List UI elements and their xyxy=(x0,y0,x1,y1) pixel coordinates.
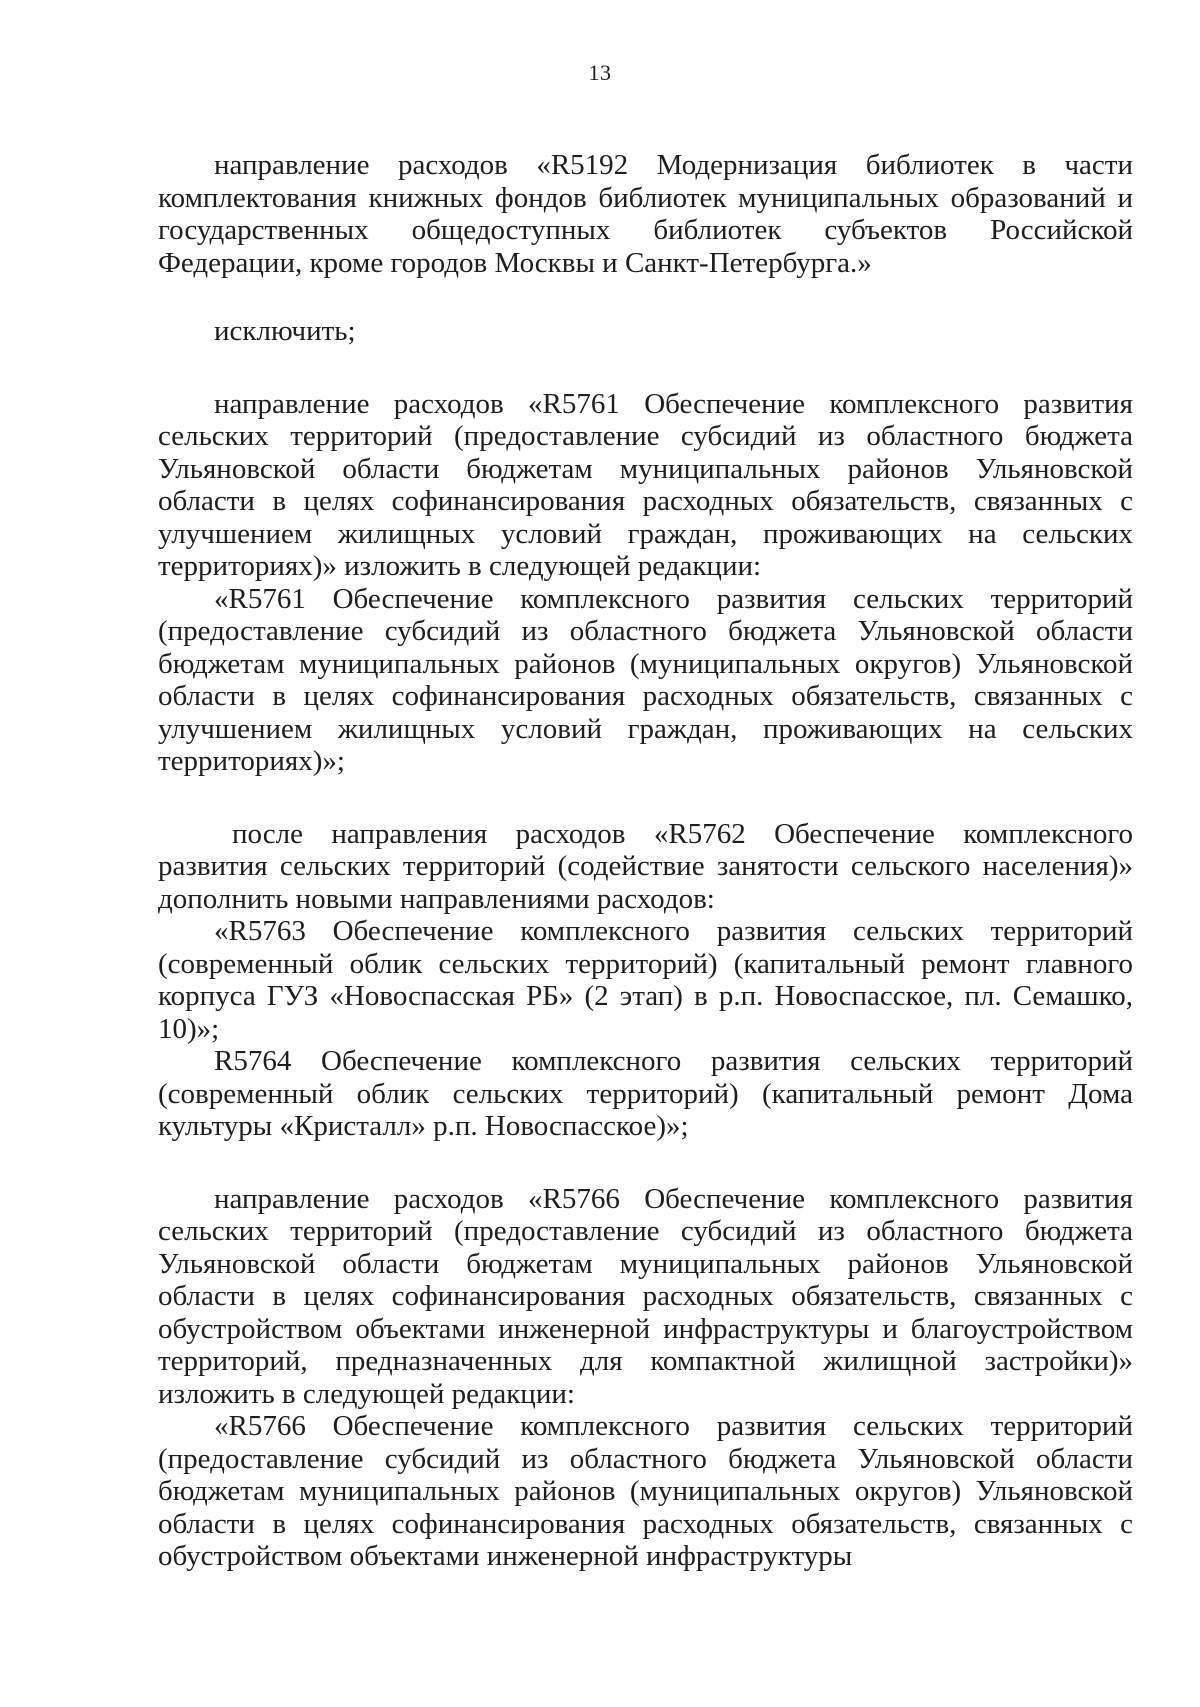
paragraph-r5764: R5764 Обеспечение комплексного развития сельских территорий (современный облик сельских территорий) (капитальный ремонт Дома культуры «Кристалл» р.п. Новоспасское)»; xyxy=(158,1045,1133,1142)
paragraph-r5192: направление расходов «R5192 Модернизация библиотек в части комплектования книжных фондов библиотек муниципальных образований и государственных общедоступных библиотек субъектов Российской Федерации, кроме городов Москвы и Санкт-Петербурга.» xyxy=(158,149,1133,279)
document-body xyxy=(158,149,1133,1573)
paragraph-r5763: «R5763 Обеспечение комплексного развития сельских территорий (современный облик сельских территорий) (капитальный ремонт главного корпуса ГУЗ «Новоспасская РБ» (2 этап) в р.п. Новоспасское, пл. Семашко, 10)»; xyxy=(158,915,1133,1045)
paragraph-r5766-intro: направление расходов «R5766 Обеспечение комплексного развития сельских территорий (предоставление субсидий из областного бюджета Ульяновской области бюджетам муниципальных районов Ульяновской области в целях софинансирования расходных обязательств, связанных с обустройством объектами инженерной инфраструктуры и благоустройством территорий, предназначенных для компактной жилищной застройки)» изложить в следующей редакции: xyxy=(158,1182,1133,1410)
paragraph-r5761-new-text: «R5761 Обеспечение комплексного развития сельских территорий (предоставление субсидий из областного бюджета Ульяновской области бюджетам муниципальных районов (муниципальных округов) Ульяновской области в целях софинансирования расходных обязательств, связанных с улучшением жилищных условий граждан, проживающих на сельских территориях)»; xyxy=(158,582,1133,777)
paragraph-exclude: исключить; xyxy=(214,315,356,347)
paragraph-r5762-intro: после направления расходов «R5762 Обеспечение комплексного развития сельских территорий (содействие занятости сельского населения)» дополнить новыми направлениями расходов: xyxy=(158,817,1133,915)
paragraph-r5761-intro: направление расходов «R5761 Обеспечение комплексного развития сельских территорий (предоставление субсидий из областного бюджета Ульяновской области бюджетам муниципальных районов Ульяновской области в целях софинансирования расходных обязательств, связанных с улучшением жилищных условий граждан, проживающих на сельских территориях)» изложить в следующей редакции: xyxy=(158,387,1133,582)
page-number: 13 xyxy=(588,60,612,85)
paragraph-r5766-new-text: «R5766 Обеспечение комплексного развития сельских территорий (предоставление субсидий из областного бюджета Ульяновской области бюджетам муниципальных районов (муниципальных округов) Ульяновской области в целях софинансирования расходных обязательств, связанных с обустройством объектами инженерной инфраструктуры xyxy=(158,1410,1133,1572)
